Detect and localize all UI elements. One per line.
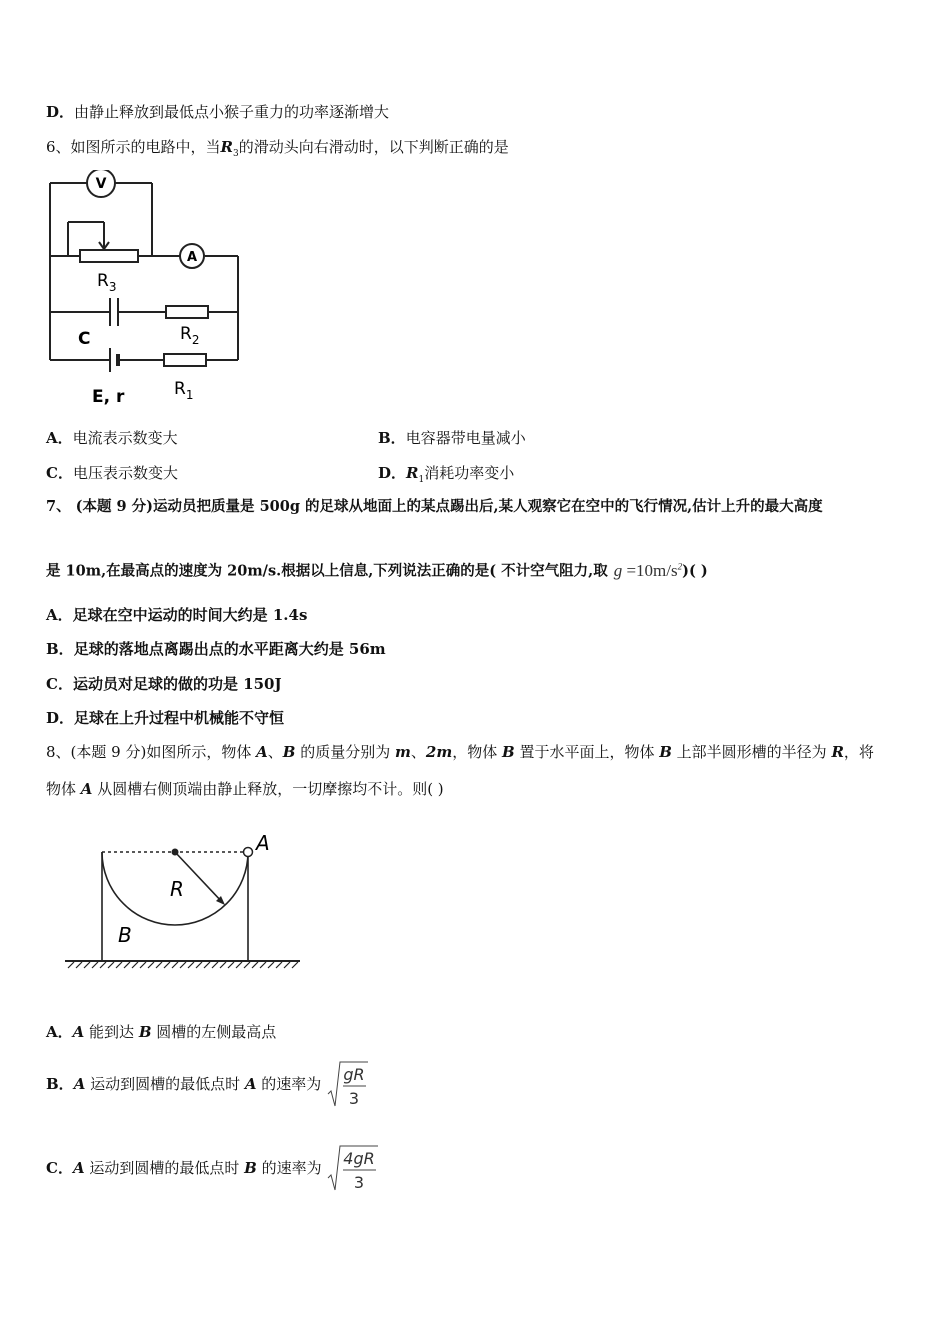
object-a-label: A [256,831,270,855]
q8-option-a: A．A 能到达 B 圆槽的左侧最高点 [46,1023,277,1041]
svg-text:3: 3 [348,1089,360,1108]
q6-option-d: D．$R_1$消耗功率变小 [378,464,515,485]
svg-text:3: 3 [354,1173,365,1192]
q7-stem-line1: 7、 (本题 9 分)运动员把质量是 500g 的足球从地面上的某点踢出后,某人观察它在空中的飞行情况,估计上升的最大高度 [46,498,823,515]
sqrt-4gr-over-3 [326,1144,380,1194]
q6-option-c: C．电压表示数变大 [46,464,178,482]
r3-label: $R_3$ [97,271,117,294]
gravity-formula: $g =10m/s^2$ [613,560,683,580]
radius-label: R [170,877,184,901]
q5-option-d: D．由静止释放到最低点小猴子重力的功率逐渐增大 [46,103,390,121]
ammeter-label: A [186,250,198,265]
q6-option-b: B．电容器带电量减小 [378,429,526,447]
q8-stem-line2: 物体 A 从圆槽右侧顶端由静止释放，一切摩擦均不计。则( ) [46,780,444,798]
q8-option-c: C．A 运动到圆槽的最低点时 B 的速率为 4gR 3 [46,1144,380,1194]
q7-option-c: C．运动员对足球的做的功是 150J [46,675,282,693]
q6-circuit-diagram [40,170,250,410]
r2-label: $R_2$ [180,324,200,347]
q7-stem-line2: 是 10m,在最高点的速度为 20m/s.根据以上信息,下列说法正确的是( 不计空气阻力,取 $g =10m/s^2$)( ) [46,560,708,580]
object-b-label: B [118,923,132,947]
svg-text:4gR: 4gR [343,1149,376,1168]
r1-label: $R_1$ [174,379,194,402]
q6-option-a: A．电流表示数变大 [46,429,178,447]
q7-option-b: B．足球的落地点离踢出点的水平距离大约是 56m [46,640,386,658]
q8-groove-diagram [60,830,310,975]
svg-text:gR: gR [343,1065,365,1084]
q8-option-b: B．A 运动到圆槽的最低点时 A 的速率为 gR 3 [46,1060,370,1110]
q6-stem: 6、如图所示的电路中，当$R_3$的滑动头向右滑动时，以下判断正确的是 [46,138,509,159]
sqrt-gr-over-3 [326,1060,370,1110]
battery-label: E, r [92,387,125,407]
voltmeter-label: V [95,176,107,192]
q7-option-d: D．足球在上升过程中机械能不守恒 [46,709,285,727]
q8-stem-line1: 8、(本题 9 分)如图所示，物体 A、B 的质量分别为 m、2m，物体 B 置于水平面上，物体 B 上部半圆形槽的半径为 R，将 [46,743,874,761]
q7-option-a: A．足球在空中运动的时间大约是 1.4s [46,606,308,624]
capacitor-label: C [78,329,91,349]
